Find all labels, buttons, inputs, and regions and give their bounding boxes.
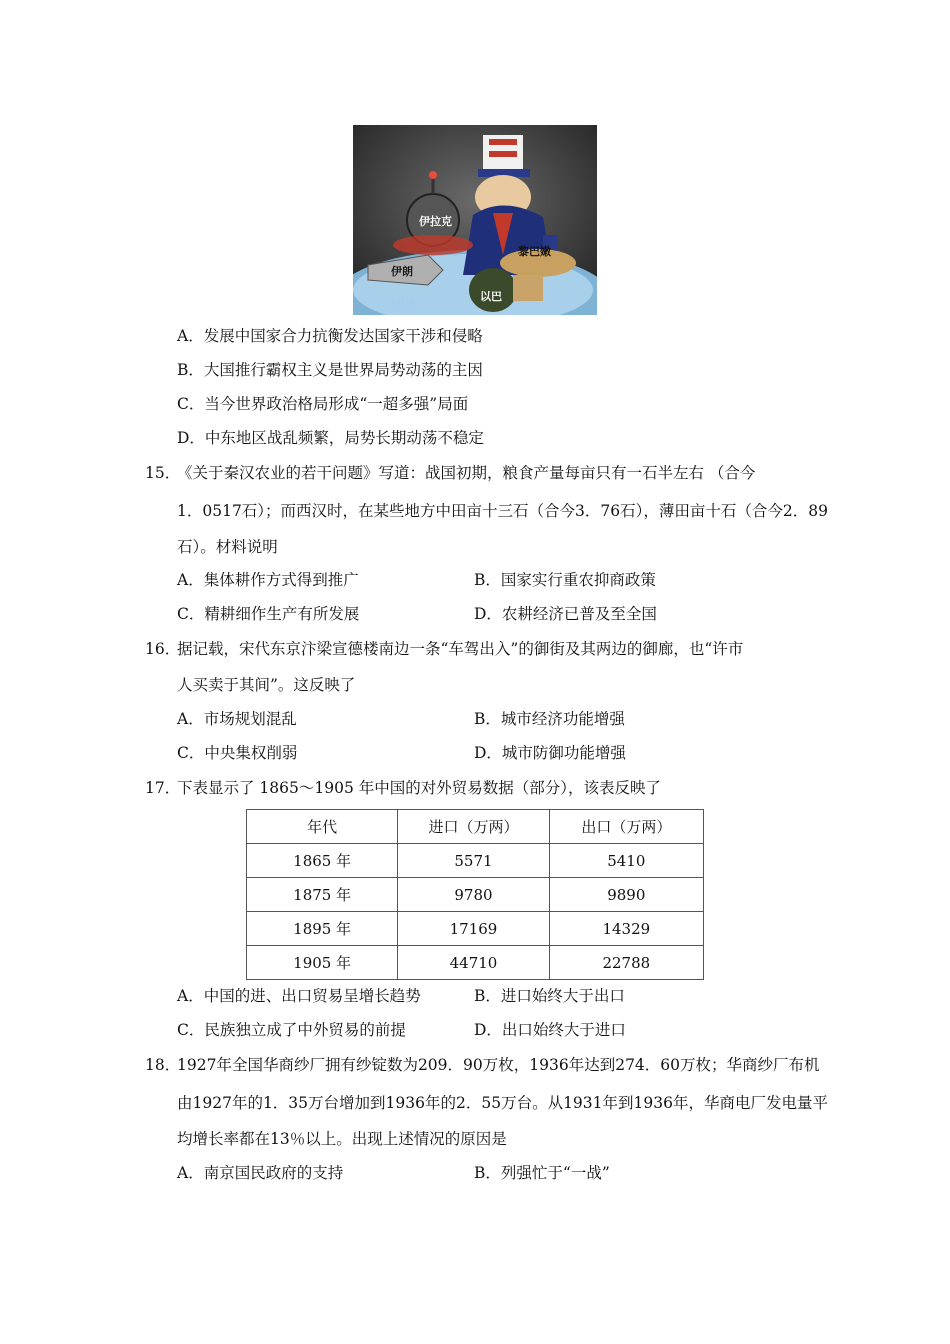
table-row [247,912,704,946]
q16-stem-line2: 人买卖于其间”。这反映了 [177,676,356,694]
q16-option-d[interactable]: D．城市防御功能增强 [474,744,626,762]
table-cell: 9780 [398,878,549,912]
table-row [247,844,704,878]
table-cell: 5410 [549,844,703,878]
q18-option-b[interactable]: B．列强忙于“一战” [474,1164,610,1182]
table-cell: 5571 [398,844,549,878]
cartoon-label-israel-palestine: 以巴 [480,290,502,303]
q14-option-b[interactable]: B．大国推行霸权主义是世界局势动荡的主因 [177,361,483,379]
cartoon-label-iraq: 伊拉克 [419,215,452,228]
table-header-cell: 出口（万两） [549,810,703,844]
cartoon-watermark: 大江网 [388,300,416,310]
table-row [247,878,704,912]
table-row [247,946,704,980]
table-cell: 44710 [398,946,549,980]
cartoon-label-lebanon: 黎巴嫩 [518,245,551,258]
q16-option-b[interactable]: B．城市经济功能增强 [474,710,625,728]
q18-number: 18． [145,1056,181,1074]
q14-option-c[interactable]: C．当今世界政治格局形成“一超多强”局面 [177,395,469,413]
q17-stem-line1: 下表显示了 1865～1905 年中国的对外贸易数据（部分），该表反映了 [177,779,661,797]
q15-option-d[interactable]: D．农耕经济已普及至全国 [474,605,657,623]
table-cell: 1865 年 [247,844,398,878]
q17-option-c[interactable]: C．民族独立成了中外贸易的前提 [177,1021,406,1039]
table-cell: 9890 [549,878,703,912]
table-cell: 14329 [549,912,703,946]
q18-stem-line2: 由1927年的1．35万台增加到1936年的2．55万台。从1931年到1936年，华商电厂发电量平 [177,1094,828,1112]
q17-number: 17． [145,779,181,797]
q14-option-d[interactable]: D．中东地区战乱频繁，局势长期动荡不稳定 [177,429,484,447]
q15-stem-line1: 《关于秦汉农业的若干问题》写道：战国初期，粮食产量每亩只有一石半左右 （合今 [177,464,756,482]
trade-data-table [246,809,704,980]
table-header-row [247,810,704,844]
q16-option-c[interactable]: C．中央集权削弱 [177,744,298,762]
q17-option-b[interactable]: B．进口始终大于出口 [474,987,625,1005]
q18-option-a[interactable]: A．南京国民政府的支持 [177,1164,344,1182]
q18-stem-line1: 1927年全国华商纱厂拥有纱锭数为209．90万枚，1936年达到274．60万枚；华商纱厂布机 [177,1056,820,1074]
q15-option-a[interactable]: A．集体耕作方式得到推广 [177,571,359,589]
q14-option-a[interactable]: A．发展中国家合力抗衡发达国家干涉和侵略 [177,327,483,345]
q18-stem-line3: 均增长率都在13％以上。出现上述情况的原因是 [177,1130,507,1148]
q16-number: 16． [145,640,181,658]
table-header-cell: 进口（万两） [398,810,549,844]
q15-option-b[interactable]: B．国家实行重农抑商政策 [474,571,656,589]
q17-option-a[interactable]: A．中国的进、出口贸易呈增长趋势 [177,987,421,1005]
q15-option-c[interactable]: C．精耕细作生产有所发展 [177,605,360,623]
q17-option-d[interactable]: D．出口始终大于进口 [474,1021,626,1039]
table-cell: 1905 年 [247,946,398,980]
q16-option-a[interactable]: A．市场规划混乱 [177,710,297,728]
table-cell: 17169 [398,912,549,946]
cartoon-label-iran: 伊朗 [391,265,413,278]
q15-stem-line2: 1．0517石）；而西汉时，在某些地方中田亩十三石（合今3．76石），薄田亩十石（合今2．89 [177,502,828,520]
q15-stem-line3: 石）。材料说明 [177,538,278,556]
q15-number: 15． [145,464,181,482]
table-header-cell: 年代 [247,810,398,844]
table-cell: 1895 年 [247,912,398,946]
political-cartoon-image [353,125,597,315]
table-cell: 1875 年 [247,878,398,912]
q16-stem-line1: 据记载，宋代东京汴梁宣德楼南边一条“车驾出入”的御街及其两边的御廊，也“许市 [177,640,744,658]
table-cell: 22788 [549,946,703,980]
